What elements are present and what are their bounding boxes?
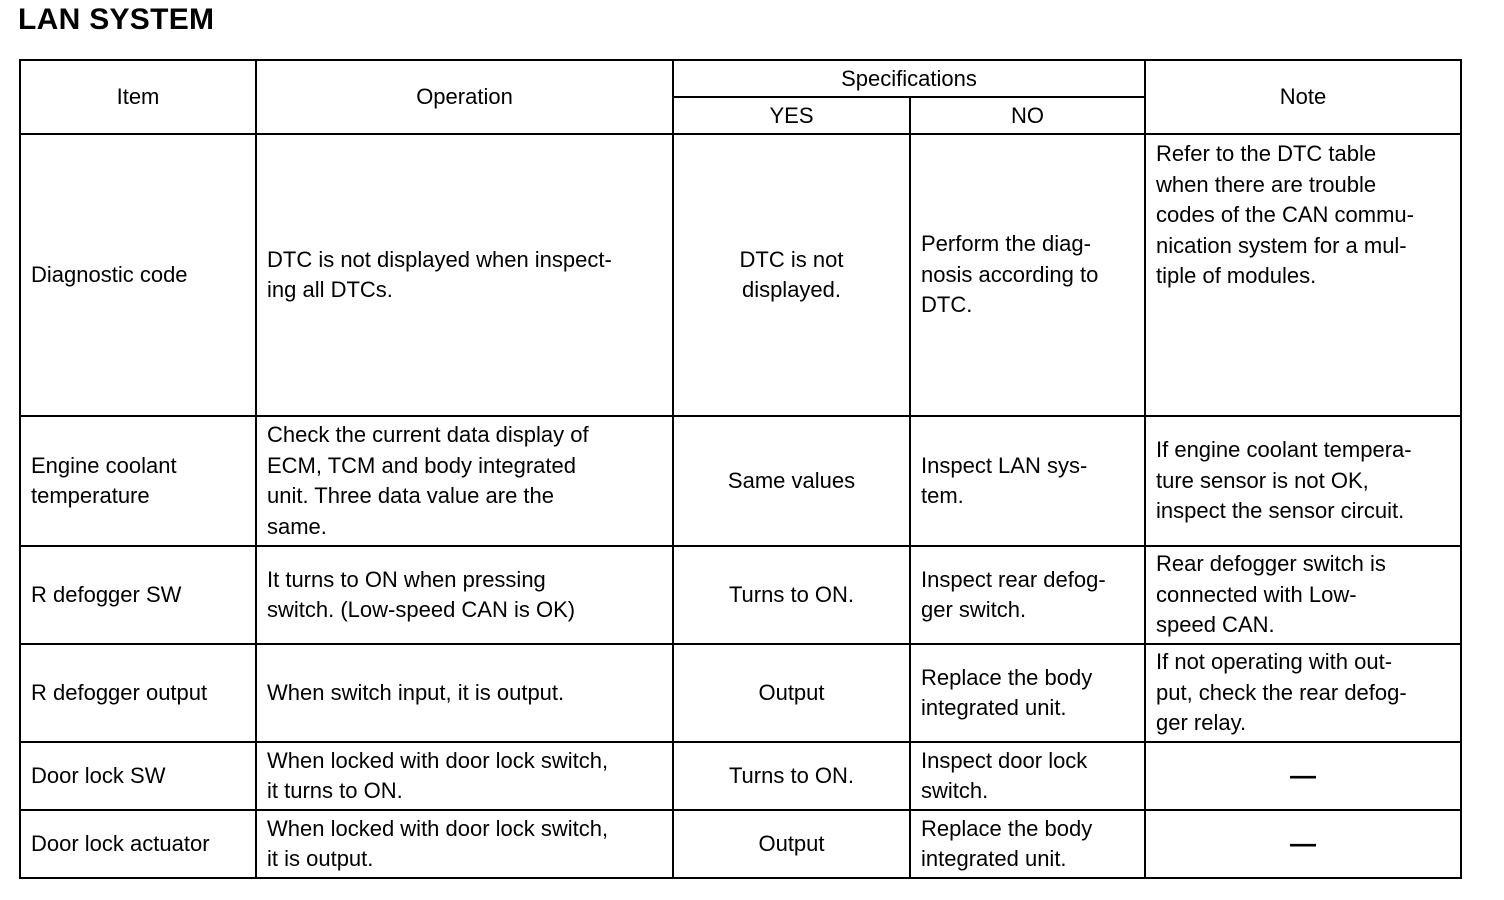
cell-operation (256, 742, 673, 810)
cell-operation-text: Check the current data display of ECM, TCM and body integrated unit. Three data value are the same. (267, 422, 589, 539)
header-item: Item (20, 60, 256, 134)
lan-system-table (19, 59, 1462, 879)
cell-spec-no (910, 810, 1145, 878)
cell-operation (256, 810, 673, 878)
cell-note-text: Refer to the DTC table when there are trouble codes of the CAN commu- nication system for a mul- tiple of modules. (1156, 141, 1414, 288)
cell-note (1145, 134, 1461, 416)
header-yes: YES (673, 97, 910, 134)
cell-spec-no (910, 546, 1145, 644)
cell-spec-yes-text: Output (758, 830, 825, 856)
cell-spec-no-text: Replace the body integrated unit. (921, 664, 1093, 720)
table-row (20, 134, 1461, 416)
cell-spec-yes (673, 546, 910, 644)
table-row (20, 416, 1461, 546)
cell-operation (256, 134, 673, 416)
cell-note (1145, 644, 1461, 742)
cell-spec-no (910, 134, 1145, 416)
cell-item (20, 134, 256, 416)
header-no: NO (910, 97, 1145, 134)
table-row (20, 644, 1461, 742)
cell-note (1145, 546, 1461, 644)
cell-item (20, 742, 256, 810)
cell-spec-yes (673, 742, 910, 810)
header-specifications: Specifications (673, 60, 1145, 97)
cell-spec-yes-text: Same values (727, 467, 856, 493)
cell-spec-no-text: Inspect door lock switch. (921, 747, 1088, 803)
cell-spec-yes-text: Turns to ON. (728, 762, 855, 788)
cell-operation (256, 546, 673, 644)
page-title: LAN SYSTEM (18, 3, 215, 36)
cell-operation-text: DTC is not displayed when inspect- ing all DTCs. (267, 246, 612, 302)
cell-spec-yes (673, 810, 910, 878)
cell-item-text: R defogger output (31, 679, 208, 705)
header-operation: Operation (256, 60, 673, 134)
cell-item-text: Diagnostic code (31, 261, 188, 287)
cell-spec-no (910, 416, 1145, 546)
cell-spec-no-text: Replace the body integrated unit. (921, 815, 1093, 871)
cell-operation-text: When locked with door lock switch, it turns to ON. (267, 747, 609, 803)
cell-note (1145, 742, 1461, 810)
cell-item (20, 644, 256, 742)
cell-operation-text: It turns to ON when pressing switch. (Low-speed CAN is OK) (267, 566, 576, 622)
cell-operation (256, 416, 673, 546)
cell-spec-yes-text: Turns to ON. (728, 581, 855, 607)
table-row (20, 546, 1461, 644)
cell-item-text: Door lock actuator (31, 830, 210, 856)
cell-operation-text: When switch input, it is output. (267, 679, 565, 705)
cell-spec-no-text: Inspect rear defog- ger switch. (921, 566, 1106, 622)
cell-item (20, 416, 256, 546)
cell-item (20, 546, 256, 644)
header-row-top (20, 60, 1461, 97)
cell-spec-no-text: Perform the diag- nosis according to DTC. (921, 231, 1099, 318)
cell-note (1145, 810, 1461, 878)
cell-note-text: Rear defogger switch is connected with Low- speed CAN. (1156, 551, 1386, 638)
cell-spec-no (910, 644, 1145, 742)
cell-spec-yes-text: Output (758, 679, 825, 705)
table-row (20, 810, 1461, 878)
cell-spec-yes-text: DTC is not displayed. (739, 246, 844, 302)
cell-note (1145, 416, 1461, 546)
cell-spec-yes (673, 644, 910, 742)
cell-note-text: — (1290, 827, 1316, 858)
cell-item-text: R defogger SW (31, 581, 182, 607)
header-note: Note (1145, 60, 1461, 134)
cell-spec-yes (673, 416, 910, 546)
cell-item-text: Door lock SW (31, 762, 166, 788)
cell-operation-text: When locked with door lock switch, it is output. (267, 815, 609, 871)
cell-spec-no (910, 742, 1145, 810)
cell-note-text: If not operating with out- put, check the rear defog- ger relay. (1156, 649, 1407, 736)
cell-operation (256, 644, 673, 742)
table-row (20, 742, 1461, 810)
cell-item-text: Engine coolant temperature (31, 452, 177, 508)
cell-spec-yes (673, 134, 910, 416)
cell-item (20, 810, 256, 878)
cell-note-text: If engine coolant tempera- ture sensor is not OK, inspect the sensor circuit. (1156, 437, 1412, 524)
cell-note-text: — (1290, 759, 1316, 790)
cell-spec-no-text: Inspect LAN sys- tem. (921, 452, 1088, 508)
